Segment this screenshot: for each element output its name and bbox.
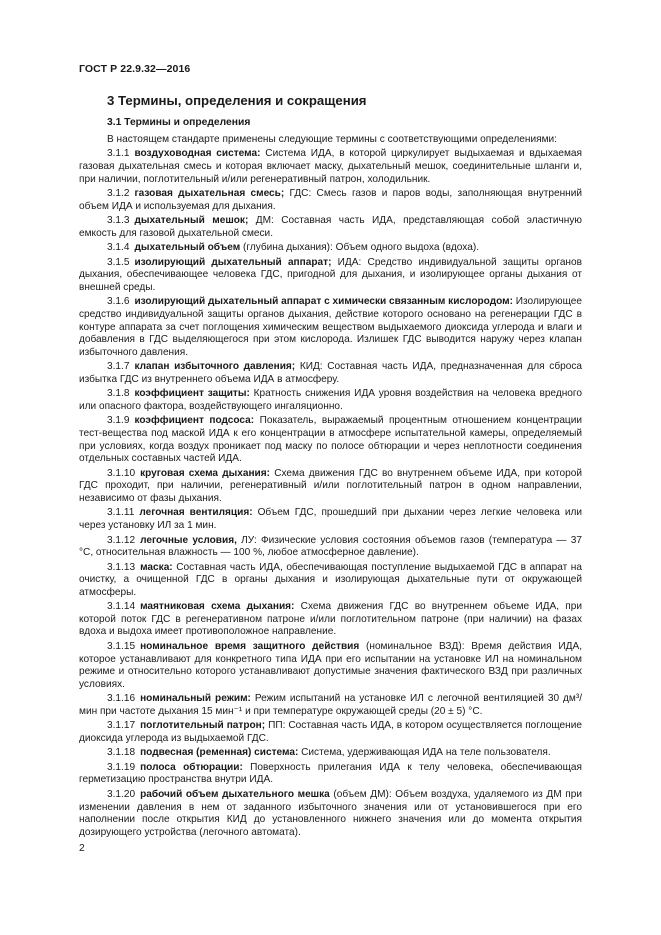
term-name: дыхательный объем bbox=[134, 242, 241, 254]
term-paragraph bbox=[79, 242, 582, 255]
term-paragraph bbox=[79, 747, 582, 760]
term-number: 3.1.20 bbox=[107, 788, 136, 800]
term-number: 3.1.5 bbox=[107, 256, 130, 268]
term-definition: КИД: Составная часть ИДА, предназначенная для сброса избытка ГДС из внутреннего объема ИДА в атмосферу. bbox=[79, 361, 582, 385]
intro-paragraph: В настоящем стандарте применены следующие термины с соответствующими определениями: bbox=[107, 134, 557, 145]
term-name: круговая схема дыхания: bbox=[140, 467, 271, 479]
term-name: легочная вентиляция: bbox=[139, 507, 253, 519]
subsection-title: 3.1 Термины и определения bbox=[107, 117, 251, 128]
term-paragraph bbox=[79, 720, 582, 745]
term-definition: ЛУ: Физические условия состояния объемов газов (температура — 37 °С, относительная влажность — 100 %, любое атмосферное давление). bbox=[79, 534, 582, 559]
term-name: маятниковая схема дыхания: bbox=[140, 601, 295, 613]
term-definition: Составная часть ИДА, обеспечивающая поступление выдыхаемой ГДС в аппарат на очистку, а очищенной ГДС в органы дыхания и изолирующая дыхательные пути от окружающей атмосферы. bbox=[79, 561, 582, 598]
term-definition: ПП: Составная часть ИДА, в котором осуществляется поглощение диоксида углерода из выдыхаемой ГДС. bbox=[79, 720, 582, 744]
term-definition: Система, удерживающая ИДА на теле пользователя. bbox=[298, 747, 551, 759]
term-number: 3.1.18 bbox=[107, 747, 136, 759]
term-paragraph bbox=[79, 601, 582, 639]
term-number: 3.1.15 bbox=[107, 640, 136, 652]
term-number: 3.1.17 bbox=[107, 720, 136, 732]
term-number: 3.1.19 bbox=[107, 761, 136, 773]
term-name: поглотительный патрон; bbox=[140, 720, 266, 732]
term-number: 3.1.16 bbox=[107, 693, 136, 705]
term-name: изолирующий дыхательный аппарат с химически связанным кислородом: bbox=[134, 296, 513, 308]
term-number: 3.1.11 bbox=[107, 507, 135, 519]
term-paragraph bbox=[79, 148, 582, 186]
term-definition: ГДС: Смесь газов и паров воды, заполняющая внутренний объем ИДА и используемая для дыхания. bbox=[79, 188, 582, 212]
term-definition: (объем ДМ): Объем воздуха, удаляемого из ДМ при изменении давления в нем от заданного избыточного значения или от установившегося при его наполнении после открытия КИД до установленного нижнего значения или до момента открытия дозирующего устройства (легочного автомата). bbox=[79, 788, 582, 838]
term-paragraph bbox=[79, 693, 582, 718]
term-definition: ДМ: Составная часть ИДА, представляющая собой эластичную емкость для газовой дыхательной смеси. bbox=[79, 215, 582, 239]
term-paragraph bbox=[79, 535, 582, 560]
term-definition: Схема движения ГДС во внутреннем объеме ИДА, при которой поток ГДС в регенеративном патроне и/или поглотительном патроне (при наличии) на фазах вдоха и выдоха имеет противоположное направление. bbox=[79, 601, 582, 638]
term-number: 3.1.1 bbox=[107, 148, 130, 160]
term-definition: Поверхность прилегания ИДА к телу человека, обеспечивающая герметизацию пространства внутри ИДА. bbox=[79, 761, 582, 786]
term-name: коэффициент подсоса: bbox=[134, 415, 255, 427]
term-name: рабочий объем дыхательного мешка bbox=[140, 788, 330, 800]
term-paragraph bbox=[79, 215, 582, 240]
term-definition: (номинальное ВЗД): Время действия ИДА, которое устанавливают для конкретного типа ИДА при его испытании на установке ИЛ на номинальном режиме и относительно которого устанавливают допустимые значения фактического ВЗД при различных условиях. bbox=[79, 640, 582, 690]
page-number: 2 bbox=[79, 843, 85, 854]
term-name: маска: bbox=[140, 561, 173, 573]
term-paragraph bbox=[79, 361, 582, 386]
term-number: 3.1.3 bbox=[107, 215, 130, 227]
term-name: легочные условия, bbox=[140, 534, 237, 546]
section-title: 3 Термины, определения и сокращения bbox=[107, 93, 367, 108]
term-paragraph bbox=[79, 789, 582, 839]
term-definition: Система ИДА, в которой циркулирует выдыхаемая и вдыхаемая газовая дыхательная смесь и которая включает маску, дыхательный мешок, соединительные шланги и, при наличии, поглотительный и/или регенеративный патрон, холодильник. bbox=[79, 148, 582, 185]
term-number: 3.1.9 bbox=[107, 415, 130, 427]
term-number: 3.1.7 bbox=[107, 361, 130, 373]
term-paragraph bbox=[79, 296, 582, 359]
term-paragraph bbox=[79, 257, 582, 295]
term-name: газовая дыхательная смесь; bbox=[134, 188, 285, 200]
term-paragraph bbox=[79, 415, 582, 465]
term-name: клапан избыточного давления; bbox=[134, 361, 296, 373]
terms-body bbox=[79, 134, 582, 841]
term-definition: Изолирующее средство индивидуальной защиты органов дыхания, действие которого основано на регенерации ГДС в контуре аппарата за счет поглощения химическим веществом выдыхаемого диоксида углерода и влаги и добавления в ГДС выделяющегося при этом кислорода. Излишек ГДС выводится наружу через клапан избыточного давления. bbox=[79, 296, 583, 358]
term-paragraph bbox=[79, 388, 582, 413]
term-number: 3.1.4 bbox=[107, 242, 130, 254]
term-definition: Показатель, выражаемый процентным отношением концентрации тест-вещества под маской ИДА к его концентрации в атмосфере испытательной камеры, определяемый при условиях, когда воздух проникает под маску по полосе обтюрации и через неплотности соединения отдельных составных частей ИДА. bbox=[79, 415, 582, 465]
term-definition: Режим испытаний на установке ИЛ с легочной вентиляцией 30 дм³/мин при частоте дыхания 15 мин⁻¹ и при температуре окружающей среды (20 ± 5) °С. bbox=[79, 693, 582, 717]
term-number: 3.1.8 bbox=[107, 388, 130, 400]
term-number: 3.1.12 bbox=[107, 534, 136, 546]
term-paragraph bbox=[79, 562, 582, 600]
term-number: 3.1.10 bbox=[107, 467, 136, 479]
term-paragraph bbox=[79, 468, 582, 506]
standard-designation: ГОСТ Р 22.9.32—2016 bbox=[79, 63, 191, 75]
term-name: воздуховодная система: bbox=[134, 148, 261, 160]
term-name: подвесная (ременная) система: bbox=[140, 747, 299, 759]
term-paragraph bbox=[79, 762, 582, 787]
term-definition: Схема движения ГДС во внутреннем объеме ИДА, при которой ГДС проходит, при наличии, регенеративный и/или поглотительный патрон в одном направлении, независимо от фазы дыхания. bbox=[79, 467, 582, 504]
term-paragraph bbox=[79, 188, 582, 213]
term-definition: (глубина дыхания): Объем одного выдоха (вдоха). bbox=[240, 242, 479, 254]
term-number: 3.1.2 bbox=[107, 188, 130, 200]
term-paragraph bbox=[79, 641, 582, 691]
term-name: номинальный режим: bbox=[140, 693, 251, 705]
term-name: коэффициент защиты: bbox=[134, 388, 250, 400]
term-definition: ИДА: Средство индивидуальной защиты органов дыхания, обеспечивающее человека ГДС, пригодной для дыхания, и изолирующее органы дыхания от внешней среды. bbox=[79, 256, 582, 293]
term-number: 3.1.13 bbox=[107, 561, 136, 573]
term-name: изолирующий дыхательный аппарат; bbox=[134, 256, 332, 268]
term-name: полоса обтюрации: bbox=[140, 761, 243, 773]
term-definition: Объем ГДС, прошедший при дыхании через легкие человека или через установку ИЛ за 1 мин. bbox=[79, 507, 582, 532]
term-name: номинальное время защитного действия bbox=[140, 640, 360, 652]
term-number: 3.1.6 bbox=[107, 296, 130, 308]
term-number: 3.1.14 bbox=[107, 601, 136, 613]
term-name: дыхательный мешок; bbox=[134, 215, 249, 227]
term-definition: Кратность снижения ИДА уровня воздействия на человека вредного или опасного фактора, воздействующего ингаляционно. bbox=[79, 388, 582, 412]
term-paragraph bbox=[79, 507, 582, 532]
